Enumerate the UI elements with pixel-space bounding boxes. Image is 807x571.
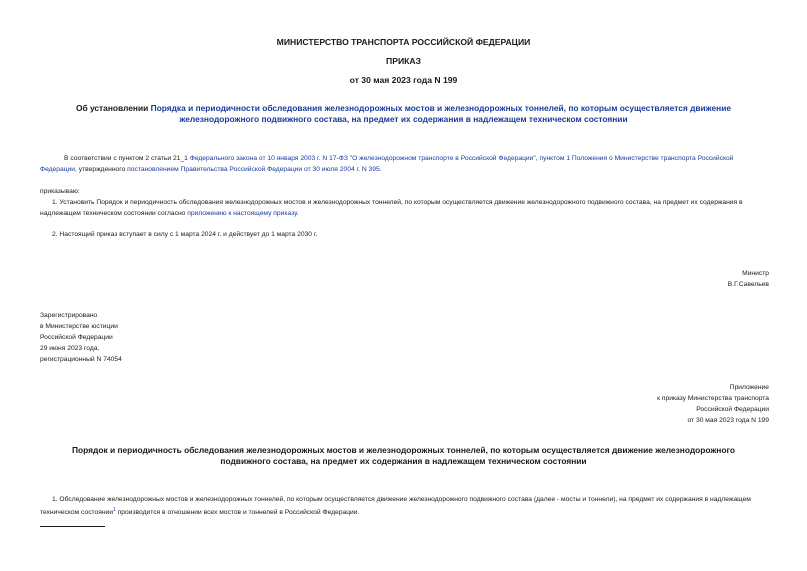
appendix-link[interactable]: приложению к настоящему приказу	[187, 210, 297, 217]
registration-line: 29 июня 2023 года,	[40, 345, 100, 352]
registration-line: в Министерстве юстиции	[40, 323, 118, 330]
registration-line: Зарегистрировано	[40, 312, 98, 319]
footnote-marker[interactable]: 1	[113, 507, 116, 513]
preamble-text-4: .	[379, 166, 382, 173]
ministry-heading: МИНИСТЕРСТВО ТРАНСПОРТА РОССИЙСКОЙ ФЕДЕРАЦИИ	[276, 37, 531, 47]
appendix-line: от 30 мая 2023 года N 199	[687, 417, 769, 424]
appendix-line: Российской Федерации	[696, 406, 769, 413]
preamble-text-3: , утвержденного	[75, 166, 128, 173]
point1-text: 1. Обследование железнодорожных мостов и железнодорожных тоннелей, по которым осуществляется движение железнодорожного подвижного состава (далее - мосты и тоннели), на предмет их содержания в надлежащем техническом состоянии	[40, 496, 751, 517]
order-item-1	[40, 197, 770, 219]
preamble-text-2: ,	[535, 155, 540, 162]
doc-date-number: от 30 мая 2023 года N 199	[349, 75, 458, 85]
title-prefix: Об установлении	[75, 103, 151, 113]
doc-type-heading: ПРИКАЗ	[386, 56, 421, 66]
registration-line: Российской Федерации	[40, 334, 113, 341]
point1-end: производится в отношении всех мостов и тоннелей в Российской Федерации.	[115, 509, 360, 517]
registration-line: регистрационный N 74054	[40, 356, 122, 363]
ministry-regulation-link[interactable]: пунктом 1 Положения о Министерстве транспорта Российской Федерации	[40, 155, 734, 173]
government-decree-link[interactable]: постановлением Правительства Российской Федерации от 30 июля 2004 г. N 395	[127, 166, 380, 173]
appendix-line: Приложение	[729, 384, 769, 391]
signature-name: В.Г.Савельев	[727, 281, 769, 288]
preamble-text-1: В соответствии с пунктом 2 статьи 21_1	[64, 155, 190, 162]
item1-text: 1. Установить Порядок и периодичность обследования железнодорожных мостов и железнодорожных тоннелей, по которым осуществляется движение железнодорожного подвижного состава, на предмет их содержания в надлежащем техническом состоянии согласно	[40, 199, 743, 217]
appendix-line: к приказу Министерства транспорта	[657, 395, 769, 402]
signature-role: Министр	[742, 270, 769, 277]
order-word: приказываю:	[40, 188, 80, 195]
appendix-title: Порядок и периодичность обследования железнодорожных мостов и железнодорожных тоннелей, по которым осуществляется движение железнодорожного подвижного состава, на предмет их содержания в надлежащем техническом состоянии	[72, 445, 735, 466]
document-title	[50, 103, 757, 125]
preamble	[40, 153, 770, 175]
title-link[interactable]: Порядка и периодичности обследования железнодорожных мостов и железнодорожных тоннелей, по которым осуществляется движение железнодорожного подвижного состава, на предмет их содержания в надлежащем техническом состоянии	[150, 103, 732, 124]
item1-end: .	[296, 210, 299, 217]
federal-law-link[interactable]: Федерального закона от 10 января 2003 г. N 17-ФЗ "О железнодорожном транспорте в Российской Федерации"	[189, 155, 536, 162]
order-item-2: 2. Настоящий приказ вступает в силу с 1 марта 2024 г. и действует до 1 марта 2030 г.	[52, 231, 318, 238]
footnote-separator	[40, 526, 105, 527]
appendix-point-1	[40, 494, 770, 518]
